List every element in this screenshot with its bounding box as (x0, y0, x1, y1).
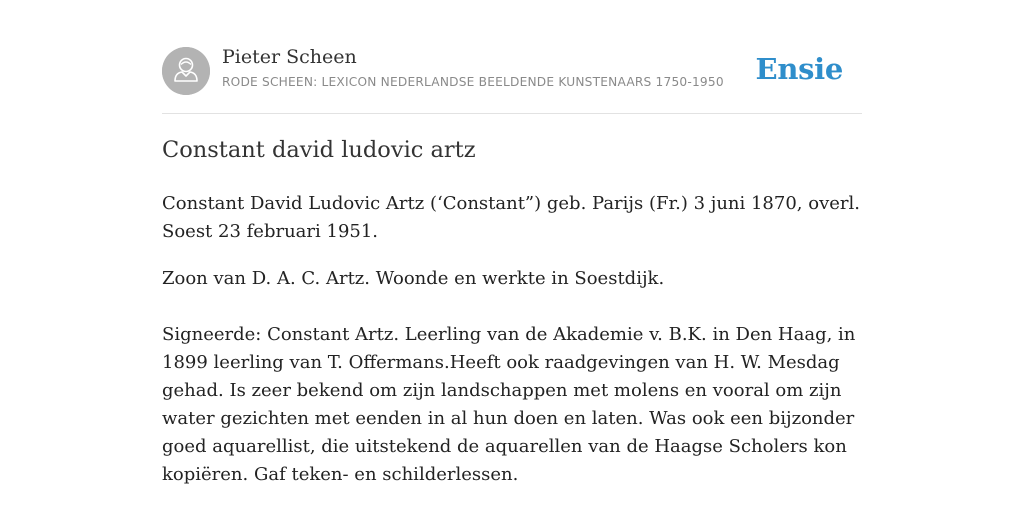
article-title: Constant david ludovic artz (162, 137, 476, 163)
author-name[interactable]: Pieter Scheen (222, 46, 357, 68)
user-silhouette-icon (162, 47, 210, 95)
ensie-logo[interactable]: Ensie (755, 52, 843, 86)
article-paragraph-career: Signeerde: Constant Artz. Leerling van de Akademie v. B.K. in Den Haag, in 1899 leerling van T. Offermans.Heeft ook raadgevingen van H. W. Mesdag gehad. Is zeer bekend om zijn landschappen met molens en vooral om zijn water gezichten met eenden in al hun doen en laten. Was ook een bijzonder goed aquarellist, die uitstekend de aquarellen van de Haagse Scholers kon kopiëren. Gaf teken- en schilderlessen. (162, 324, 856, 485)
article-header (162, 0, 862, 114)
author-source[interactable]: RODE SCHEEN: LEXICON NEDERLANDSE BEELDENDE KUNSTENAARS 1750-1950 (222, 75, 724, 89)
article-paragraph-birth: Constant David Ludovic Artz (‘Constant”) geb. Parijs (Fr.) 3 juni 1870, overl. Soest 23 februari 1951. (162, 193, 860, 242)
article-paragraph-family: Zoon van D. A. C. Artz. Woonde en werkte in Soestdijk. (162, 268, 665, 289)
author-avatar (162, 47, 210, 95)
article-card (162, 0, 862, 485)
